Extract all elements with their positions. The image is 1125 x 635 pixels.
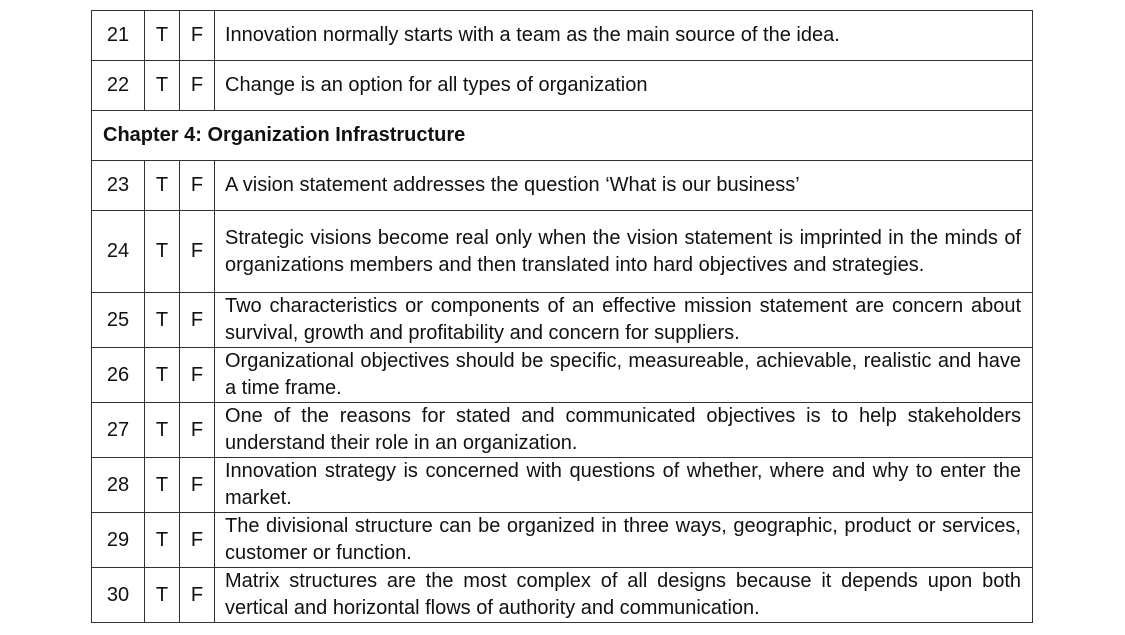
question-statement: Change is an option for all types of organization <box>215 61 1033 111</box>
question-statement: Organizational objectives should be specific, measureable, achievable, realistic and have a time frame. <box>215 348 1033 403</box>
question-number: 28 <box>92 458 145 513</box>
true-false-table <box>91 10 1033 623</box>
question-row-26 <box>92 348 1033 403</box>
question-row-30 <box>92 568 1033 623</box>
true-option[interactable]: T <box>145 61 180 111</box>
true-option[interactable]: T <box>145 11 180 61</box>
question-statement: Strategic visions become real only when the vision statement is imprinted in the minds of organizations members and then translated into hard objectives and strategies. <box>215 211 1033 293</box>
question-row-22 <box>92 61 1033 111</box>
question-number: 21 <box>92 11 145 61</box>
true-option[interactable]: T <box>145 161 180 211</box>
true-option[interactable]: T <box>145 211 180 293</box>
question-row-27 <box>92 403 1033 458</box>
question-number: 25 <box>92 293 145 348</box>
question-statement: One of the reasons for stated and communicated objectives is to help stakeholders understand their role in an organization. <box>215 403 1033 458</box>
question-row-24 <box>92 211 1033 293</box>
false-option[interactable]: F <box>180 568 215 623</box>
question-number: 26 <box>92 348 145 403</box>
question-number: 30 <box>92 568 145 623</box>
false-option[interactable]: F <box>180 458 215 513</box>
question-row-21 <box>92 11 1033 61</box>
question-statement: The divisional structure can be organized in three ways, geographic, product or services, customer or function. <box>215 513 1033 568</box>
question-number: 22 <box>92 61 145 111</box>
question-statement: Two characteristics or components of an effective mission statement are concern about survival, growth and profitability and concern for suppliers. <box>215 293 1033 348</box>
true-option[interactable]: T <box>145 403 180 458</box>
question-statement: Matrix structures are the most complex of all designs because it depends upon both vertical and horizontal flows of authority and communication. <box>215 568 1033 623</box>
true-option[interactable]: T <box>145 293 180 348</box>
true-option[interactable]: T <box>145 513 180 568</box>
chapter-heading: Chapter 4: Organization Infrastructure <box>92 111 1033 161</box>
true-option[interactable]: T <box>145 568 180 623</box>
question-row-29 <box>92 513 1033 568</box>
true-option[interactable]: T <box>145 348 180 403</box>
question-number: 24 <box>92 211 145 293</box>
false-option[interactable]: F <box>180 61 215 111</box>
question-statement: A vision statement addresses the question ‘What is our business’ <box>215 161 1033 211</box>
question-number: 27 <box>92 403 145 458</box>
question-row-25 <box>92 293 1033 348</box>
question-row-23 <box>92 161 1033 211</box>
false-option[interactable]: F <box>180 11 215 61</box>
question-number: 29 <box>92 513 145 568</box>
false-option[interactable]: F <box>180 293 215 348</box>
question-statement: Innovation normally starts with a team as the main source of the idea. <box>215 11 1033 61</box>
question-number: 23 <box>92 161 145 211</box>
question-statement: Innovation strategy is concerned with questions of whether, where and why to enter the market. <box>215 458 1033 513</box>
false-option[interactable]: F <box>180 348 215 403</box>
false-option[interactable]: F <box>180 513 215 568</box>
false-option[interactable]: F <box>180 161 215 211</box>
chapter-heading-row <box>92 111 1033 161</box>
question-row-28 <box>92 458 1033 513</box>
false-option[interactable]: F <box>180 211 215 293</box>
true-option[interactable]: T <box>145 458 180 513</box>
false-option[interactable]: F <box>180 403 215 458</box>
